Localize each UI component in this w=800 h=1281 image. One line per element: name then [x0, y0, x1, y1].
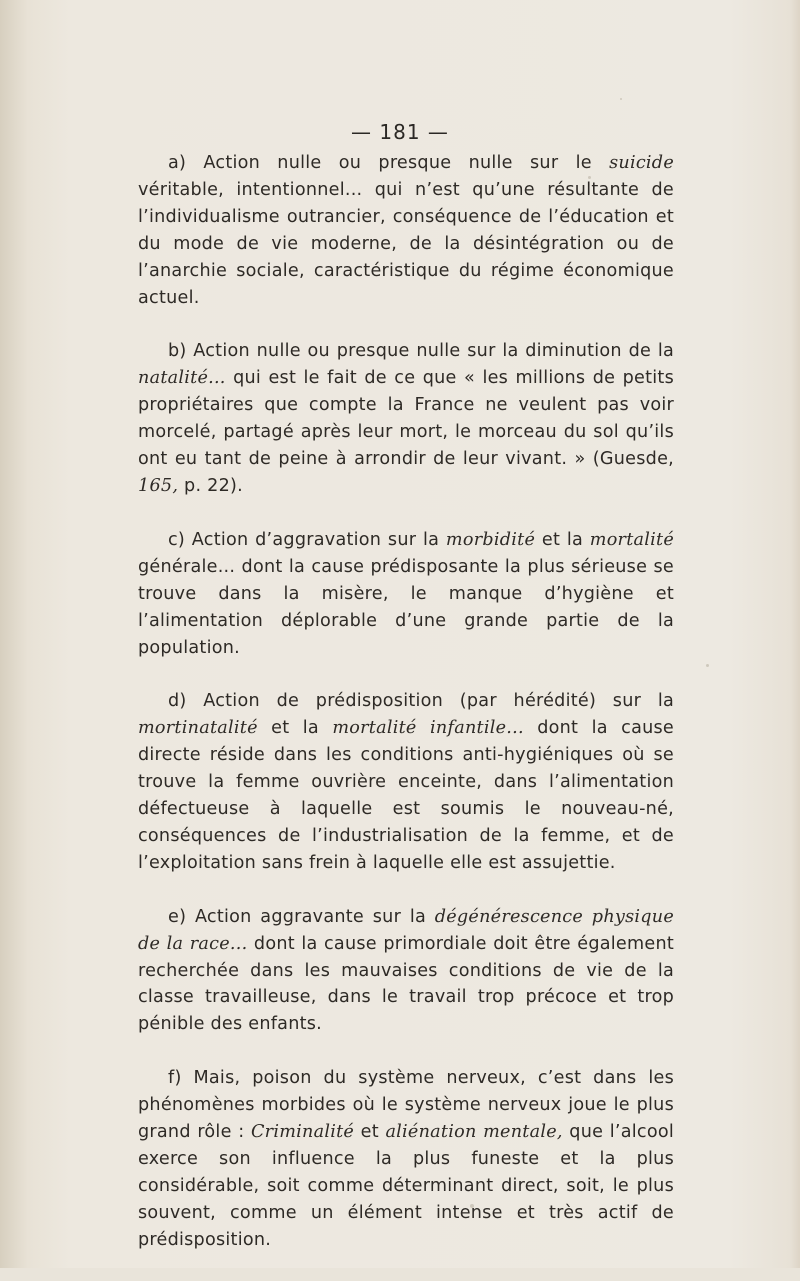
paragraph-d-lead: d) Action de prédisposition (par hérédité) sur la	[168, 691, 674, 712]
page-number: — 181 —	[351, 120, 449, 144]
paragraph-b-emphasis: natalité...	[138, 368, 226, 389]
paragraph-a	[138, 150, 674, 311]
paper-speck	[706, 664, 709, 667]
paragraph-b	[138, 338, 674, 499]
paragraph-e-emphasis: dégénérescence physique de la race...	[138, 906, 675, 954]
paragraph-f-text: et	[354, 1122, 386, 1143]
paragraph-f-text-end: que l’alcool exerce son influence la plus funeste et la plus considérable, soit comme déterminant direct, soit, le plus souvent, comme un élément intense et très actif de prédisposition.	[138, 1122, 674, 1250]
paragraph-f-lead: f) Mais, poison du système nerveux, c’est dans les phénomènes morbides où le système nerveux joue le plus grand rôle :	[138, 1068, 674, 1143]
paragraph-b-text-end: p. 22).	[178, 475, 243, 496]
paragraph-a-lead: a) Action nulle ou presque nulle sur le	[168, 153, 610, 173]
paragraph-b-lead: b) Action nulle ou presque nulle sur la diminution de la	[168, 341, 674, 362]
paragraph-c-text: et la	[535, 529, 590, 550]
paragraph-f-emphasis-2: aliénation mentale,	[385, 1122, 563, 1143]
paragraph-c-lead: c) Action d’aggravation sur la	[168, 529, 446, 550]
paragraph-c-emphasis: morbidité	[445, 529, 536, 550]
paragraph-d-emphasis: mortinatalité	[138, 718, 258, 739]
paragraph-c-emphasis-2: mortalité	[589, 529, 675, 550]
paragraph-d	[138, 688, 674, 876]
page-body	[138, 150, 674, 1281]
paragraph-a-emphasis: suicide	[609, 153, 674, 173]
paragraph-f-emphasis: Criminalité	[250, 1122, 355, 1143]
paragraph-b-reference: 165,	[138, 475, 179, 496]
paragraph-e	[138, 904, 674, 1039]
paragraph-d-text: et la	[257, 718, 333, 739]
paragraph-b-text: qui est le fait de ce que « les millions de petits propriétaires que compte la France ne veulent pas voir morcelé, partagé après leur mort, le morceau du sol qu’ils ont eu tant de peine à arrondir de leur vivant. » (Guesde,	[138, 368, 674, 470]
paragraph-d-emphasis-2: mortalité infantile...	[332, 718, 524, 739]
paper-speck	[620, 98, 622, 100]
paragraph-d-text-end: dont la cause directe réside dans les conditions anti-hygiéniques où se trouve la femme ouvrière enceinte, dans l’alimentation défectueuse à laquelle est soumis le nouveau-né, conséquences de l’industrialisation de la femme, et de l’exploitation sans frein à laquelle elle est assujettie.	[138, 718, 674, 873]
paragraph-a-text: véritable, intentionnel... qui n’est qu’une résultante de l’individualisme outrancier, conséquence de l’éducation et du mode de vie moderne, de la désintégration ou de l’anarchie sociale, caractéristique du régime économique actuel.	[138, 179, 674, 308]
paragraph-c-text-end: générale... dont la cause prédisposante la plus sérieuse se trouve dans la misère, le manque d’hygiène et l’alimentation déplorable d’une grande partie de la population.	[138, 556, 674, 658]
paragraph-f	[138, 1065, 674, 1253]
paragraph-e-text: dont la cause primordiale doit être également recherchée dans les mauvaises conditions de vie de la classe travailleuse, dans le travail trop précoce et trop pénible des enfants.	[138, 933, 675, 1035]
paragraph-c	[138, 527, 674, 662]
paragraph-e-lead: e) Action aggravante sur la	[168, 906, 435, 927]
